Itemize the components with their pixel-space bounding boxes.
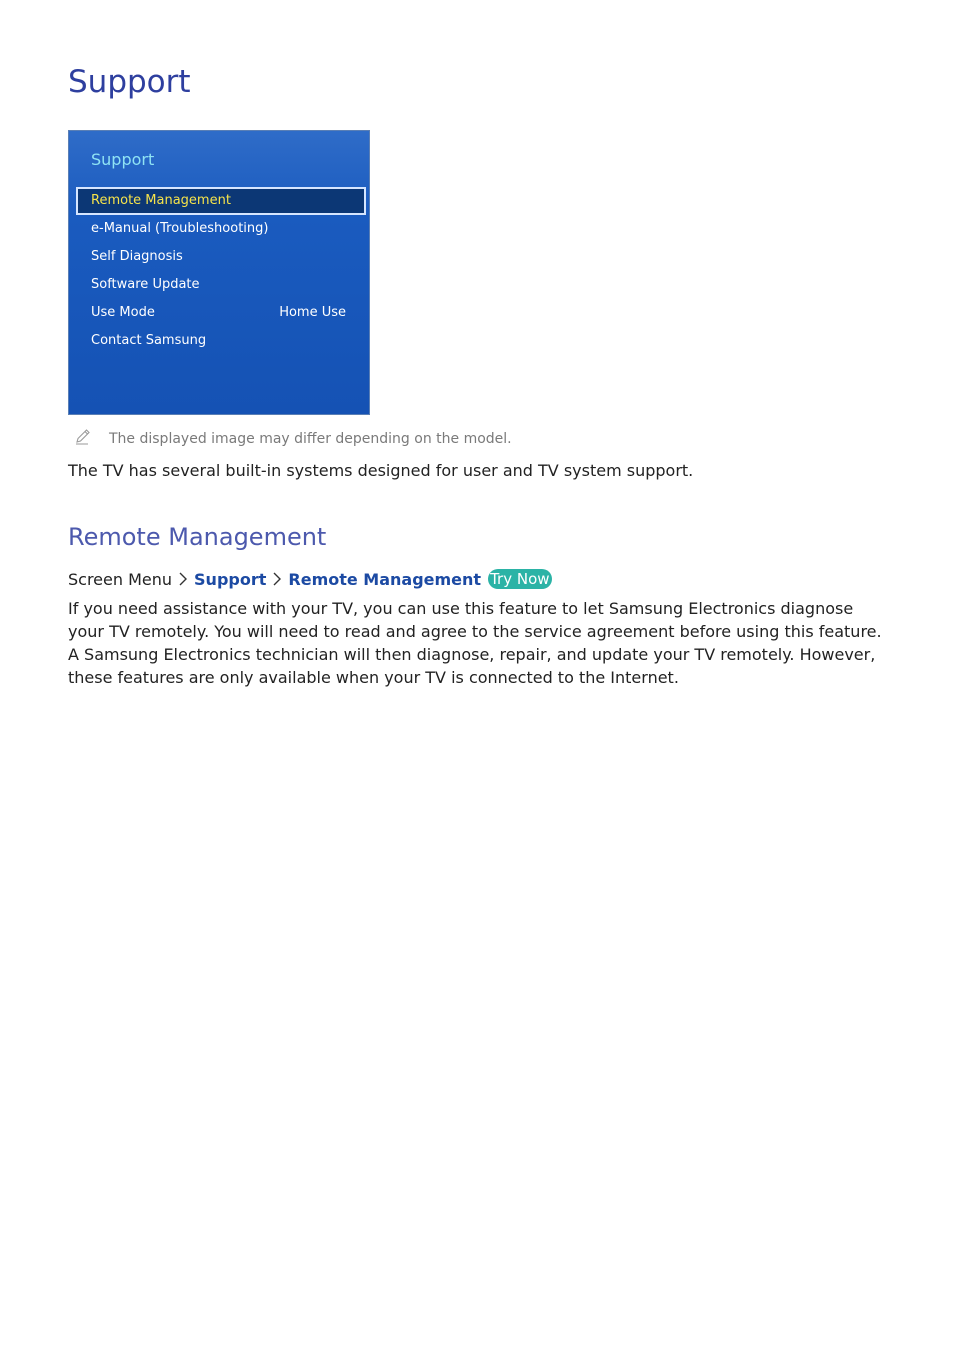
tv-menu-item-software-update[interactable] <box>76 271 366 299</box>
tv-menu-item-label: Use Mode <box>91 305 155 320</box>
tv-menu-item-label: Contact Samsung <box>91 333 207 348</box>
tv-menu-list <box>76 187 366 355</box>
tv-menu-item-e-manual[interactable] <box>76 215 366 243</box>
intro-paragraph: The TV has several built-in systems designed for user and TV system support. <box>68 461 694 480</box>
try-now-button[interactable]: Try Now <box>490 570 550 588</box>
tv-menu-title: Support <box>91 150 155 169</box>
tv-menu-item-label: e-Manual (Troubleshooting) <box>91 221 269 236</box>
tv-menu-item-use-mode[interactable] <box>76 299 366 327</box>
tv-menu-item-label: Self Diagnosis <box>91 249 183 264</box>
breadcrumb-support-link[interactable]: Support <box>194 569 267 589</box>
remote-management-description: If you need assistance with your TV, you can use this feature to let Samsung Electronics diagnose your TV remotely. You will need to read and agree to the service agreement before using this feature. A Samsung Electronics technician will then diagnose, repair, and update your TV remotely. However, these features are only available when your TV is connected to the Internet. <box>68 599 882 687</box>
pencil-note-icon <box>74 428 92 446</box>
page-title: Support <box>68 64 191 100</box>
tv-menu-item-self-diagnosis[interactable] <box>76 243 366 271</box>
chevron-right-icon <box>269 571 285 587</box>
breadcrumb-remote-management-link[interactable]: Remote Management <box>288 569 482 589</box>
note-text: The displayed image may differ depending on the model. <box>109 431 512 447</box>
breadcrumb-root: Screen Menu <box>68 569 173 589</box>
section-title-remote-management: Remote Management <box>68 523 327 551</box>
tv-menu-item-label: Remote Management <box>91 193 231 208</box>
tv-menu-item-label: Software Update <box>91 277 200 292</box>
breadcrumb <box>68 568 552 590</box>
chevron-right-icon <box>175 571 191 587</box>
tv-menu-item-value: Home Use <box>279 305 346 320</box>
tv-menu-item-remote-management[interactable] <box>76 187 366 215</box>
tv-menu-item-contact-samsung[interactable] <box>76 327 366 355</box>
tv-support-menu-screenshot <box>68 130 370 415</box>
